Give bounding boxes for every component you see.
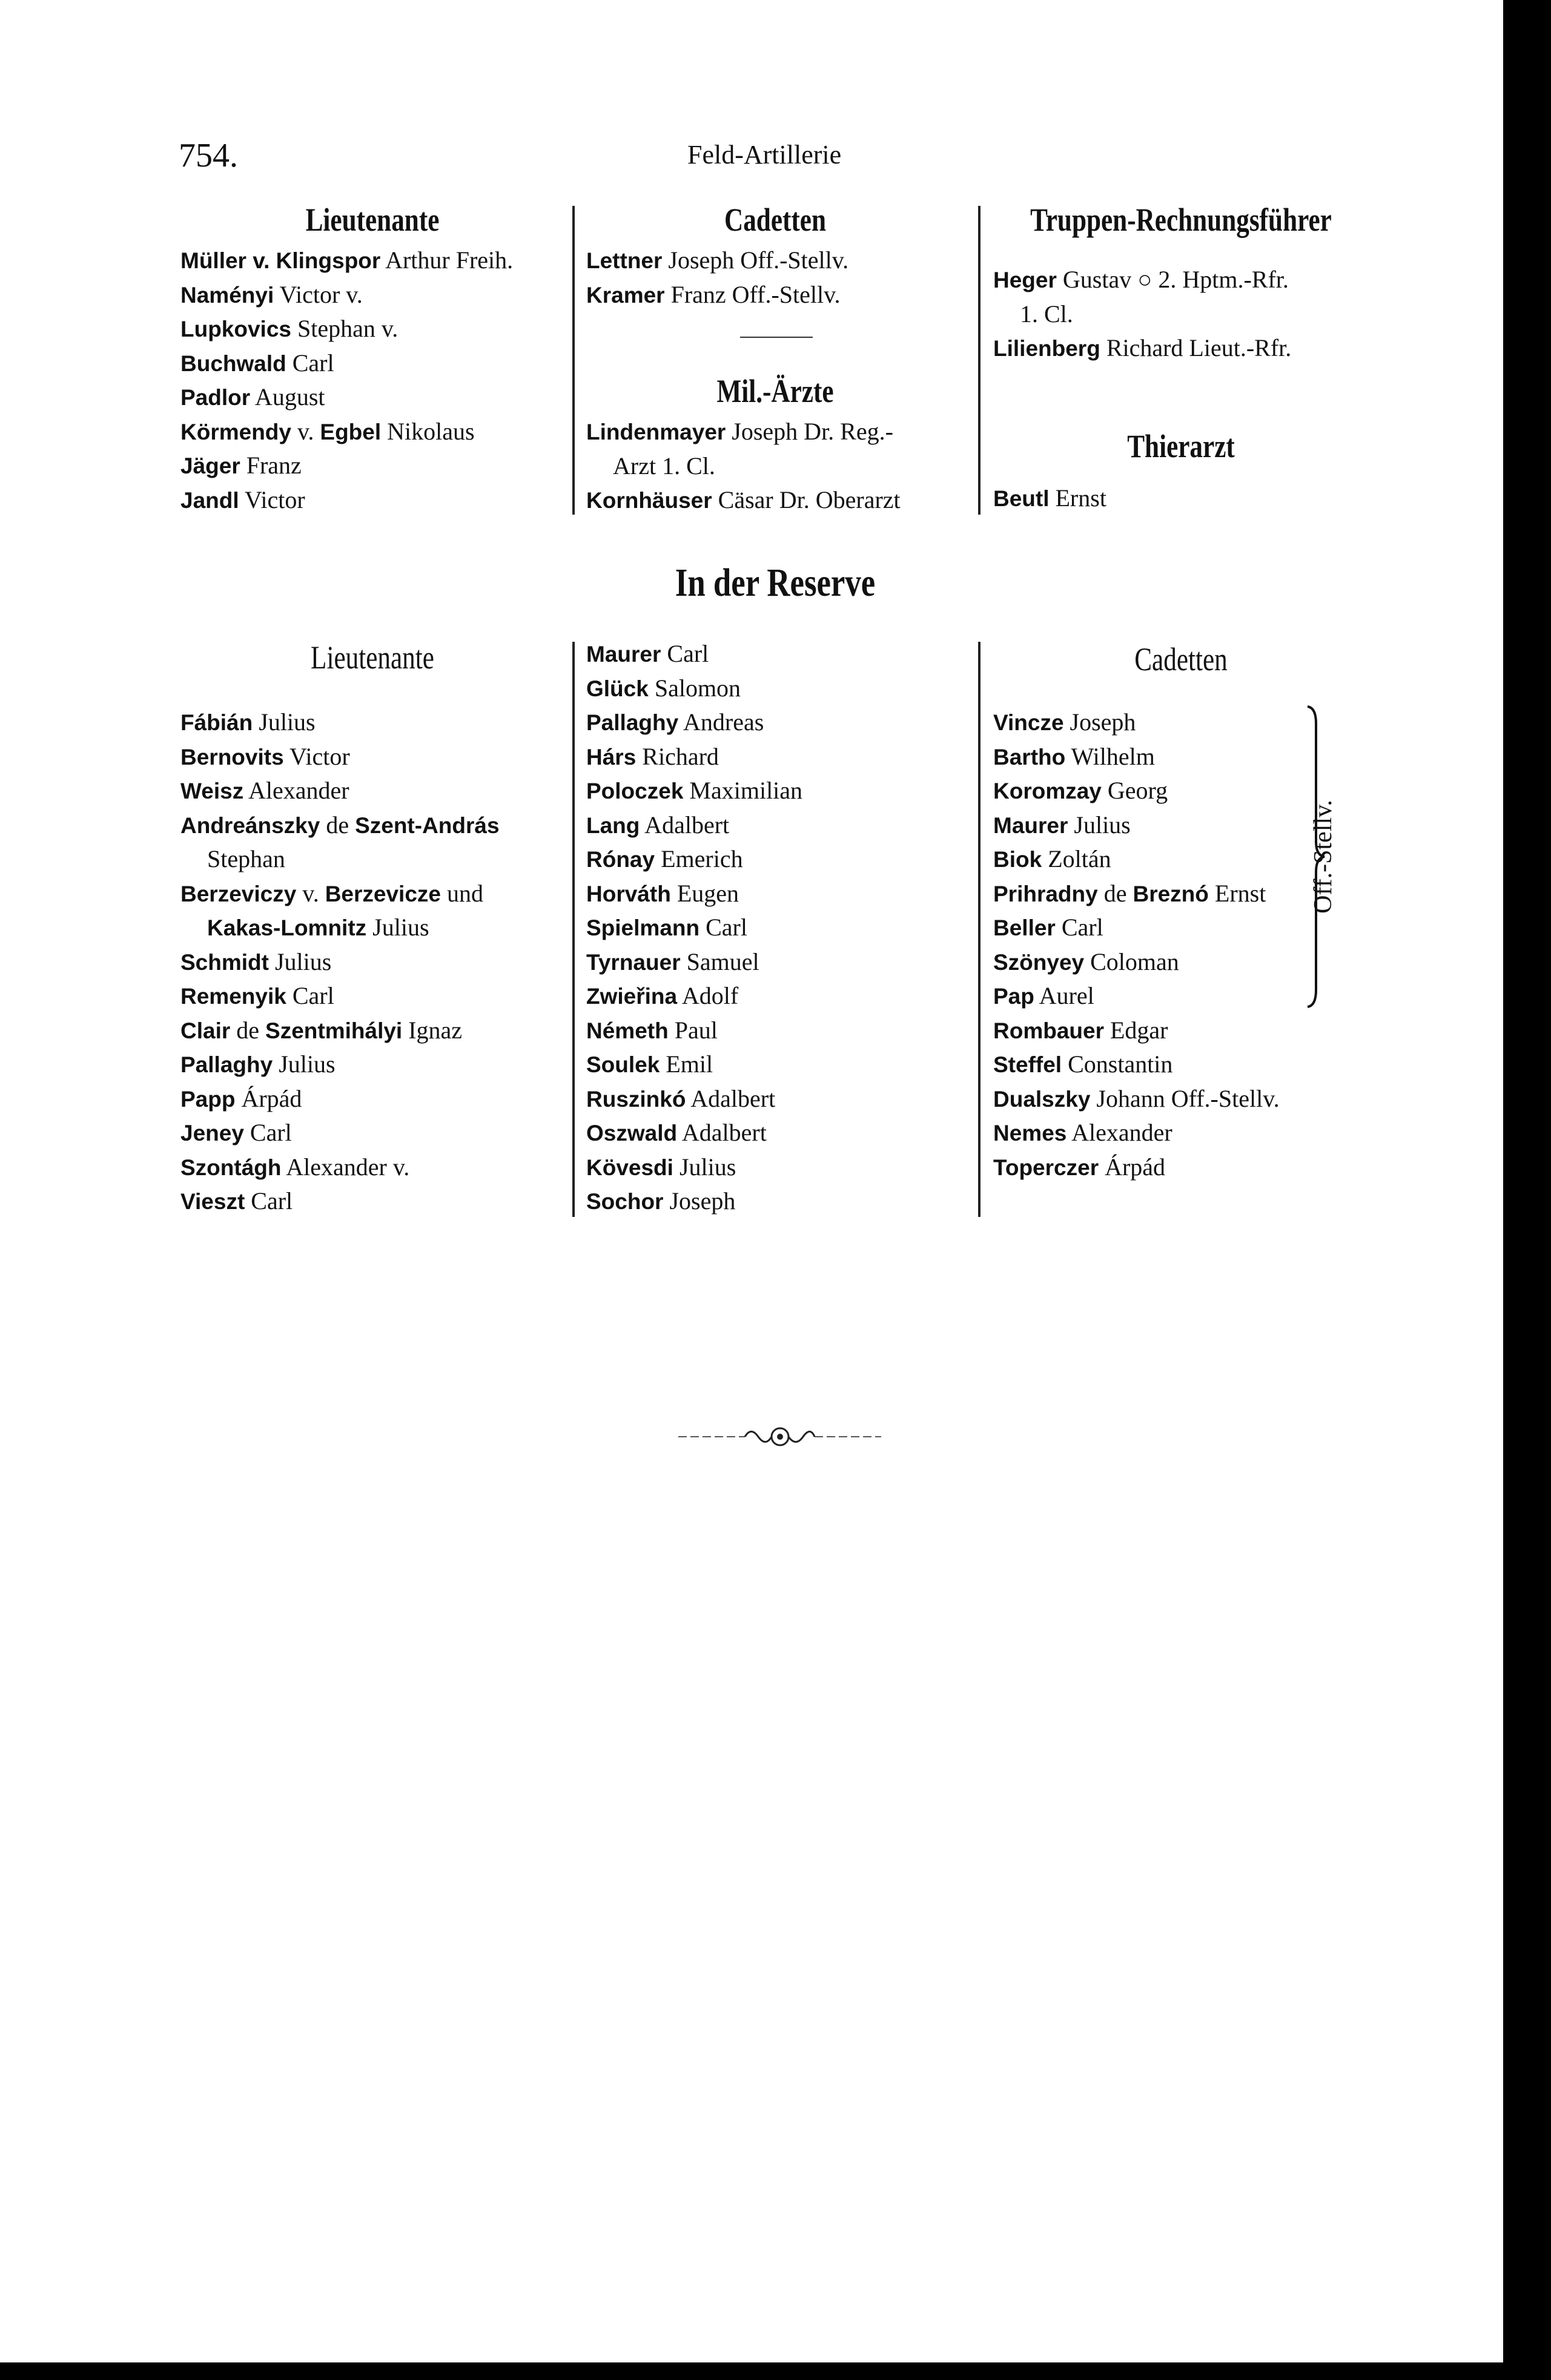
surname: Berzeviczy: [180, 881, 297, 906]
surname: Kakas-Lomnitz: [207, 915, 367, 940]
given-name: Victor v.: [274, 280, 363, 308]
surname: Berzevicze: [325, 881, 441, 906]
surname: Pap: [993, 984, 1034, 1009]
given-name: Paul: [668, 1016, 718, 1044]
given-name: Adalbert: [677, 1119, 767, 1146]
given-name: Victor: [239, 486, 305, 513]
given-name: Carl: [661, 640, 709, 667]
surname: Németh: [586, 1018, 669, 1043]
list-item: [180, 740, 500, 774]
list-item: [180, 243, 513, 278]
reserve-col1-heading: Lieutenante: [311, 639, 434, 676]
given-name: Carl: [243, 1119, 292, 1146]
list-item: [180, 1184, 500, 1219]
given-name: Julius: [366, 914, 429, 941]
list-item: [180, 911, 500, 945]
list-item: [586, 415, 901, 449]
surname: Vincze: [993, 710, 1064, 735]
given-name: Richard Lieut.-Rfr.: [1100, 334, 1292, 361]
surname: Pallaghy: [586, 710, 679, 735]
top-col3-heading2: Thierarzt: [1127, 428, 1235, 464]
given-name: Joseph Off.-Stellv.: [662, 246, 849, 274]
surname: Bartho: [993, 744, 1066, 770]
surname: Pallaghy: [180, 1052, 273, 1077]
given-name: Joseph: [1063, 708, 1136, 736]
given-name: Gustav ○ 2. Hptm.-Rfr.: [1056, 266, 1289, 293]
list-item: [180, 1047, 500, 1082]
list-item: [586, 808, 802, 843]
off-stellv-bracket-label: Off.-Stellv.: [1309, 800, 1337, 914]
top-col3b-list: [993, 481, 1106, 516]
given-name: Stephan v.: [291, 315, 398, 342]
list-item: [586, 774, 802, 808]
given-name: Zoltán: [1042, 845, 1111, 872]
surname: Naményi: [180, 282, 274, 308]
surname: Kramer: [586, 282, 665, 308]
list-item: [586, 449, 901, 484]
column-rule: [572, 206, 575, 515]
given-name: Carl: [1055, 914, 1103, 941]
surname: Clair: [180, 1018, 231, 1043]
list-item: [180, 483, 513, 518]
list-item: [993, 263, 1291, 297]
scan-border-right: [1503, 0, 1551, 2380]
list-item: [586, 1116, 802, 1150]
list-item: [180, 1116, 500, 1150]
top-col2b-list: [586, 415, 901, 518]
surname: Kornhäuser: [586, 488, 712, 513]
list-item: [180, 1082, 500, 1116]
surname: Dualszky: [993, 1086, 1091, 1112]
list-item: [586, 979, 802, 1014]
list-item: [180, 278, 513, 312]
list-item: [586, 671, 802, 706]
given-name: Franz: [240, 452, 302, 479]
list-item: [993, 1014, 1280, 1048]
list-item: [586, 243, 848, 278]
column-rule: [572, 642, 575, 1217]
surname: Rombauer: [993, 1018, 1104, 1043]
list-item: [180, 979, 500, 1014]
list-item: [993, 842, 1280, 877]
given-name: Ernst: [1049, 484, 1106, 512]
given-name: 1. Cl.: [1020, 300, 1073, 328]
given-name: Cäsar Dr. Oberarzt: [712, 486, 901, 513]
given-name: de: [1097, 879, 1133, 907]
surname: Jeney: [180, 1121, 244, 1145]
surname: Tyrnauer: [586, 949, 681, 975]
given-name: Alexander: [1067, 1119, 1172, 1146]
surname: Glück: [586, 676, 649, 701]
given-name: Stephan: [207, 845, 285, 872]
surname: Heger: [993, 268, 1057, 292]
separator-dash: [740, 337, 813, 338]
surname: Lupkovics: [180, 317, 291, 341]
list-item: [586, 1150, 802, 1185]
surname: Müller v. Klingspor: [180, 248, 381, 273]
surname: Andreánszky: [180, 813, 320, 838]
scan-border-bottom: [0, 2362, 1551, 2380]
given-name: Emerich: [655, 845, 743, 872]
surname: Körmendy: [180, 419, 291, 444]
surname: Lettner: [586, 248, 663, 273]
list-item: [586, 278, 848, 312]
list-item: [586, 1082, 802, 1116]
surname: Koromzay: [993, 779, 1102, 803]
list-item: [586, 483, 901, 518]
given-name: Arthur Freih.: [380, 246, 514, 274]
surname: Lang: [586, 813, 640, 838]
list-item: [993, 945, 1280, 980]
given-name: Eugen: [670, 879, 739, 907]
given-name: Nikolaus: [381, 417, 475, 445]
surname: Lindenmayer: [586, 420, 726, 444]
surname: Ruszinkó: [586, 1086, 686, 1112]
list-item: [180, 1150, 500, 1185]
given-name: Carl: [245, 1187, 293, 1215]
list-item: [993, 911, 1280, 945]
top-col1-list: [180, 243, 513, 517]
given-name: Coloman: [1084, 948, 1179, 975]
surname: Hárs: [586, 744, 637, 770]
given-name: Constantin: [1062, 1050, 1173, 1078]
surname: Spielmann: [586, 915, 700, 940]
given-name: Arzt 1. Cl.: [613, 452, 715, 480]
given-name: Árpád: [1099, 1153, 1166, 1181]
surname: Bernovits: [180, 744, 284, 770]
surname: Lilienberg: [993, 336, 1100, 361]
given-name: Andreas: [678, 708, 764, 736]
surname: Remenyik: [180, 984, 286, 1009]
surname: Schmidt: [180, 949, 269, 975]
reserve-col1-list: [180, 705, 500, 1219]
surname: Oszwald: [586, 1121, 678, 1145]
list-item: [586, 842, 802, 877]
given-name: de: [230, 1016, 266, 1044]
reserve-col2-list: [586, 637, 802, 1219]
given-name: Johann Off.-Stellv.: [1090, 1084, 1280, 1112]
list-item: [180, 1014, 500, 1048]
given-name: Carl: [286, 982, 334, 1009]
surname: Papp: [180, 1086, 236, 1112]
list-item: [180, 449, 513, 483]
list-item: [586, 1184, 802, 1219]
reserve-col3-list: [993, 705, 1280, 1184]
given-name: Julius: [1068, 811, 1131, 839]
surname: Kövesdi: [586, 1155, 673, 1180]
list-item: [993, 297, 1291, 332]
surname: Szontágh: [180, 1155, 282, 1180]
surname: Rónay: [586, 847, 655, 872]
surname: Sochor: [586, 1189, 664, 1214]
given-name: Joseph Dr. Reg.-: [726, 418, 893, 445]
running-title: Feld-Artillerie: [687, 140, 842, 170]
surname: Weisz: [180, 779, 244, 803]
surname: Maurer: [993, 813, 1068, 838]
surname: Maurer: [586, 642, 661, 667]
given-name: Alexander v.: [281, 1153, 410, 1181]
given-name: Victor: [283, 742, 350, 770]
given-name: v.: [291, 417, 320, 445]
given-name: Adalbert: [686, 1084, 776, 1112]
given-name: Aurel: [1034, 982, 1094, 1009]
surname: Szentmihályi: [265, 1018, 403, 1043]
surname: Steffel: [993, 1052, 1062, 1077]
given-name: Wilhelm: [1065, 742, 1155, 770]
top-col3-heading: Truppen-Rechnungsführer: [1030, 202, 1332, 238]
surname: Fábián: [180, 710, 253, 735]
given-name: Julius: [253, 708, 316, 736]
surname: Soulek: [586, 1052, 660, 1077]
given-name: Ernst: [1208, 879, 1266, 907]
list-item: [180, 346, 513, 381]
reserve-col3-heading: Cadetten: [1134, 641, 1228, 677]
column-rule: [978, 642, 981, 1217]
list-item: [180, 415, 513, 449]
list-item: [993, 740, 1280, 774]
surname: Jandl: [180, 487, 239, 513]
given-name: Richard: [636, 742, 719, 770]
surname: Egbel: [320, 419, 382, 444]
list-item: [993, 331, 1291, 366]
given-name: Edgar: [1103, 1016, 1168, 1044]
page-number: 754.: [179, 137, 238, 174]
top-col2-list: [586, 243, 848, 312]
surname: Jäger: [180, 453, 240, 478]
surname: Breznó: [1133, 881, 1209, 906]
list-item: [180, 705, 500, 740]
surname: Beller: [993, 915, 1056, 940]
given-name: Julius: [273, 1050, 336, 1078]
list-item: [586, 740, 802, 774]
top-col2-heading2: Mil.-Ärzte: [716, 373, 834, 409]
list-item: [993, 705, 1280, 740]
list-item: [993, 774, 1280, 808]
surname: Zwieřina: [586, 984, 678, 1009]
given-name: de: [320, 811, 356, 839]
list-item: [993, 1082, 1280, 1116]
surname: Beutl: [993, 486, 1050, 511]
surname: Poloczek: [586, 779, 684, 803]
list-item: [993, 1150, 1280, 1185]
list-item: [586, 1047, 802, 1082]
list-item: [180, 808, 500, 843]
list-item: [993, 1116, 1280, 1150]
given-name: Maximilian: [683, 777, 803, 804]
given-name: Joseph: [663, 1187, 736, 1215]
list-item: [993, 808, 1280, 843]
list-item: [180, 945, 500, 980]
top-col3-list: [993, 263, 1291, 366]
top-col1-heading: Lieutenante: [305, 202, 440, 238]
list-item: [180, 312, 513, 346]
surname: Buchwald: [180, 351, 286, 376]
surname: Padlor: [180, 385, 251, 410]
given-name: Alexander: [243, 777, 349, 804]
surname: Szent-András: [355, 813, 500, 838]
list-item: [586, 945, 802, 980]
list-item: [586, 1014, 802, 1048]
list-item: [586, 911, 802, 945]
surname: Biok: [993, 847, 1042, 872]
given-name: Adolf: [677, 982, 739, 1009]
given-name: Emil: [660, 1050, 713, 1078]
given-name: Carl: [286, 349, 334, 377]
given-name: Salomon: [648, 674, 741, 702]
list-item: [993, 1047, 1280, 1082]
list-item: [993, 979, 1280, 1014]
surname: Toperczer: [993, 1155, 1099, 1180]
surname: Vieszt: [180, 1189, 245, 1214]
given-name: Julius: [268, 948, 332, 975]
given-name: Árpád: [235, 1084, 302, 1112]
given-name: Adalbert: [640, 811, 730, 839]
list-item: [586, 637, 802, 671]
list-item: [180, 774, 500, 808]
list-item: [993, 877, 1280, 911]
given-name: Georg: [1101, 777, 1168, 804]
surname: Szönyey: [993, 949, 1085, 975]
list-item: [180, 842, 500, 877]
list-item: [180, 877, 500, 911]
reserve-title: In der Reserve: [675, 561, 876, 605]
list-item: [586, 705, 802, 740]
given-name: Julius: [673, 1153, 736, 1181]
top-col2-heading: Cadetten: [724, 202, 826, 238]
list-item: [180, 380, 513, 415]
surname: Prihradny: [993, 881, 1098, 906]
surname: Nemes: [993, 1121, 1067, 1145]
given-name: Samuel: [680, 948, 759, 975]
given-name: Carl: [699, 914, 747, 941]
list-item: [586, 877, 802, 911]
given-name: August: [250, 383, 325, 410]
given-name: v.: [296, 879, 325, 907]
given-name: Franz Off.-Stellv.: [664, 280, 841, 308]
ornament-icon: [678, 1422, 881, 1452]
list-item: [993, 481, 1106, 516]
column-rule: [978, 206, 981, 515]
surname: Horváth: [586, 881, 671, 906]
given-name: Ignaz: [402, 1016, 463, 1044]
given-name: und: [441, 879, 483, 907]
